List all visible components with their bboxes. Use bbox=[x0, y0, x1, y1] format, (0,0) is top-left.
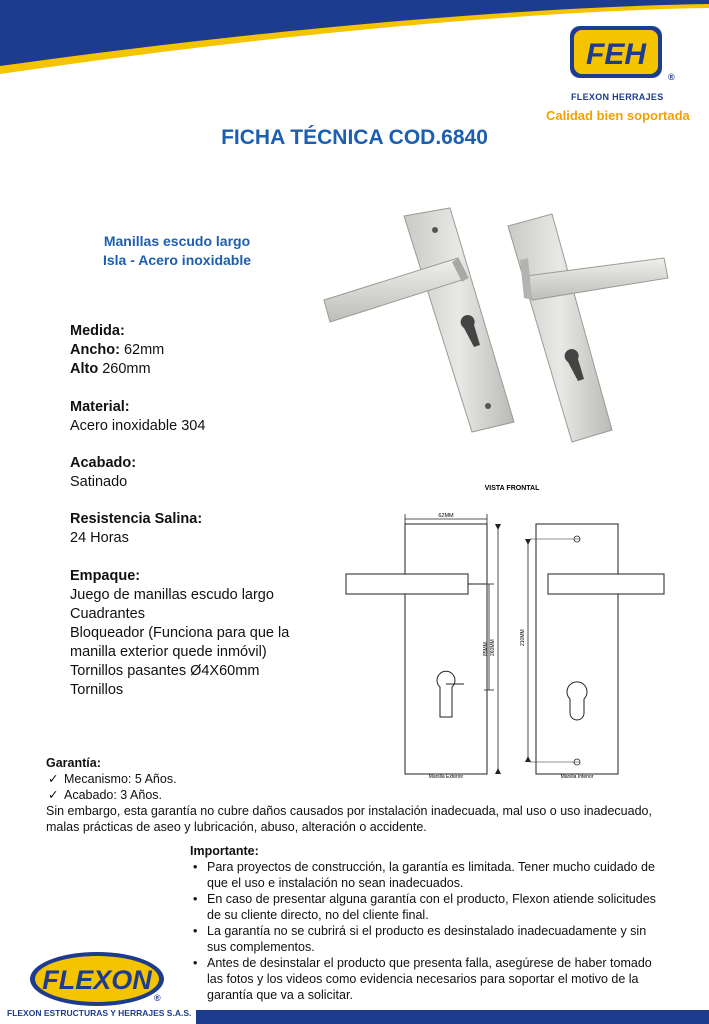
dim-width: 62MM bbox=[438, 513, 454, 519]
flexon-logo bbox=[28, 950, 166, 1008]
page-title: FICHA TÉCNICA COD.6840 bbox=[221, 126, 488, 149]
interior-lever bbox=[548, 574, 664, 594]
empaque-label: Empaque: bbox=[70, 568, 141, 584]
acabado-label: Acabado: bbox=[70, 455, 137, 471]
check-icon: ✓ bbox=[48, 788, 59, 802]
feh-registered-mark: ® bbox=[668, 72, 675, 82]
dim-85: 85MM bbox=[483, 642, 489, 656]
importante-item: • Antes de desinstalar el producto que presenta falla, asegúrese de haber tomado las fotos y los videos como evidencia necesarios para soportar el motivo de la garantía que va a solicitar. bbox=[190, 955, 685, 1003]
spec-material bbox=[70, 398, 205, 436]
interior-keyhole bbox=[567, 682, 587, 720]
alto-value: 260mm bbox=[98, 361, 151, 377]
empaque-item: Tornillos bbox=[70, 682, 124, 698]
brand-name: FLEXON HERRAJES bbox=[571, 92, 664, 102]
product-name-line1: Manillas escudo largo bbox=[103, 233, 251, 249]
alto-label: Alto bbox=[70, 361, 99, 377]
garantia-item: ✓ Mecanismo: 5 Años. bbox=[48, 772, 177, 786]
importante-label: Importante: bbox=[190, 844, 259, 858]
spec-resistencia bbox=[70, 510, 202, 548]
garantia-section bbox=[46, 755, 706, 835]
exterior-keyhole bbox=[437, 671, 455, 717]
brand-slogan: Calidad bien soportada bbox=[546, 108, 690, 123]
company-name: FLEXON ESTRUCTURAS Y HERRAJES S.A.S. bbox=[7, 1008, 192, 1018]
product-name bbox=[60, 232, 294, 270]
spec-empaque bbox=[70, 567, 289, 700]
spec-acabado bbox=[70, 454, 136, 492]
feh-logo-text: FEH bbox=[586, 38, 646, 71]
garantia-label: Garantía: bbox=[46, 756, 101, 770]
exterior-plate bbox=[405, 524, 487, 774]
medida-label: Medida: bbox=[70, 323, 125, 339]
spec-medida bbox=[70, 322, 164, 379]
importante-item: • La garantía no se cubrirá si el producto es desinstalado inadecuadamente y sin sus complementos. bbox=[190, 923, 685, 955]
empaque-item: Juego de manillas escudo largo bbox=[70, 587, 274, 603]
label-interior: Manilla Interior bbox=[560, 774, 594, 780]
importante-item: • En caso de presentar alguna garantía con el producto, Flexon atiende solicitudes de su cliente directo, no del cliente final. bbox=[190, 891, 685, 923]
importante-item: • Para proyectos de construcción, la garantía es limitada. Tener mucho cuidado de que el uso e instalación no sean inadecuados. bbox=[190, 859, 685, 891]
garantia-note-line1: Sin embargo, esta garantía no cubre daños causados por instalación inadecuada, mal uso o uso inadecuado, bbox=[46, 804, 652, 818]
material-value: Acero inoxidable 304 bbox=[70, 418, 206, 434]
importante-list bbox=[190, 859, 685, 1003]
resistencia-label: Resistencia Salina: bbox=[70, 511, 203, 527]
product-name-line2: Isla - Acero inoxidable bbox=[102, 252, 252, 268]
garantia-note-line2: malas prácticas de aseo y lubricación, abuso, alteración o accidente. bbox=[46, 820, 427, 834]
technical-drawing bbox=[340, 478, 670, 788]
flexon-registered-mark: ® bbox=[154, 993, 161, 1003]
check-icon: ✓ bbox=[48, 772, 59, 786]
dim-260: 260MM bbox=[490, 639, 496, 656]
empaque-item: Bloqueador (Funciona para que la bbox=[70, 625, 290, 641]
flexon-logo-text: FLEXON bbox=[42, 965, 152, 995]
feh-logo bbox=[568, 24, 664, 80]
right-handle-image bbox=[508, 214, 668, 442]
empaque-item: Cuadrantes bbox=[70, 606, 145, 622]
empaque-item: manilla exterior quede inmóvil) bbox=[70, 644, 267, 660]
acabado-value: Satinado bbox=[70, 474, 128, 490]
left-handle-image bbox=[324, 208, 514, 432]
label-exterior: Manilla Exterior bbox=[428, 774, 464, 780]
exterior-lever bbox=[346, 574, 468, 594]
empaque-item: Tornillos pasantes Ø4X60mm bbox=[70, 663, 260, 679]
resistencia-value: 24 Horas bbox=[70, 530, 129, 546]
garantia-item: ✓ Acabado: 3 Años. bbox=[48, 788, 162, 802]
dim-210: 210MM bbox=[520, 629, 526, 646]
material-label: Material: bbox=[70, 399, 130, 415]
ancho-value: 62mm bbox=[119, 342, 165, 358]
ancho-label: Ancho: bbox=[70, 342, 120, 358]
footer-band bbox=[196, 1010, 709, 1024]
importante-section bbox=[190, 843, 685, 1003]
product-photo bbox=[316, 200, 678, 450]
drawing-title: VISTA FRONTAL bbox=[484, 485, 540, 492]
interior-plate bbox=[536, 524, 618, 774]
